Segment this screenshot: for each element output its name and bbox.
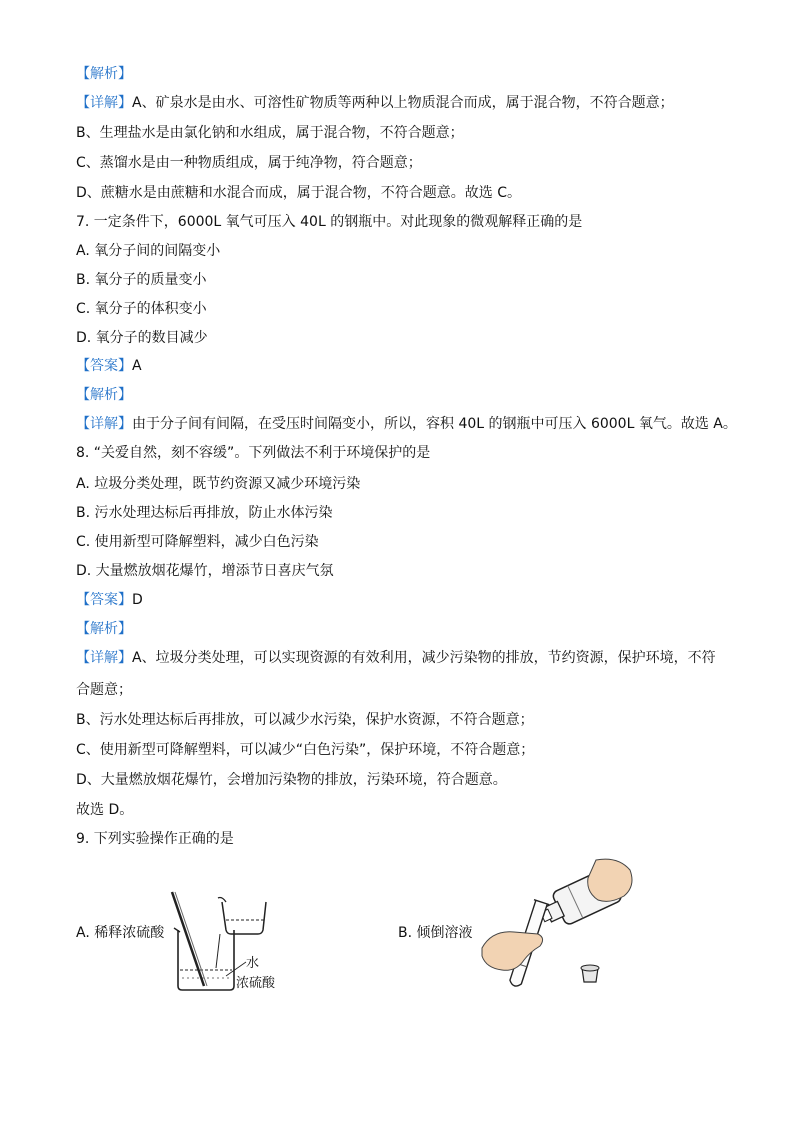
q8-answer-value: D xyxy=(132,592,143,608)
q8-detail-a1-text: A、垃圾分类处理，可以实现资源的有效利用，减少污染物的排放，节约资源，保护环境，不符 xyxy=(132,650,716,666)
q6-detail-a xyxy=(76,93,674,113)
q7-detail xyxy=(76,414,737,434)
q8-answer xyxy=(76,590,143,610)
q7-option-c: C. 氧分子的体积变小 xyxy=(76,301,207,317)
q7-answer-value: A xyxy=(132,358,142,374)
q7-answer-tag: 【答案】 xyxy=(76,358,132,374)
q8-detail-c: C、使用新型可降解塑料，可以减少“白色污染”，保护环境，不符合题意； xyxy=(76,742,535,758)
q8-option-d: D. 大量燃放烟花爆竹，增添节日喜庆气氛 xyxy=(76,563,334,579)
beaker-lip xyxy=(174,928,180,932)
q8-option-b: B. 污水处理达标后再排放，防止水体污染 xyxy=(76,505,333,521)
lower-hand xyxy=(482,932,543,970)
q7-detail-text: 由于分子间有间隔，在受压时间隔变小，所以，容积 40L 的钢瓶中可压入 6000L 氧气。故选 A。 xyxy=(132,416,737,432)
q8-detail-d: D、大量燃放烟花爆竹，会增加污染物的排放，污染环境，符合题意。 xyxy=(76,772,507,788)
q8-conclusion: 故选 D。 xyxy=(76,802,134,818)
glass-rod-edge xyxy=(175,892,207,986)
q8-option-a: A. 垃圾分类处理，既节约资源又减少环境污染 xyxy=(76,476,361,492)
q8-detail-a2: 合题意； xyxy=(76,682,132,698)
q6-analysis-tag: 【解析】 xyxy=(76,66,132,82)
fig-a-label-water: 水 xyxy=(246,956,260,971)
q9-option-b: B. 倾倒溶液 xyxy=(398,925,473,941)
q7-option-b: B. 氧分子的质量变小 xyxy=(76,272,207,288)
q6-detail-tag: 【详解】 xyxy=(76,95,132,111)
q7-detail-tag: 【详解】 xyxy=(76,416,132,432)
glass-rod xyxy=(172,892,204,986)
pour-stream xyxy=(216,934,220,968)
q9-stem: 9. 下列实验操作正确的是 xyxy=(76,831,234,847)
q8-stem: 8. “关爱自然，刻不容缓”。下列做法不利于环境保护的是 xyxy=(76,445,431,461)
q7-stem: 7. 一定条件下，6000L 氧气可压入 40L 的钢瓶中。对此现象的微观解释正确的是 xyxy=(76,214,583,230)
q8-detail-a1 xyxy=(76,648,716,668)
q8-detail-b: B、污水处理达标后再排放，可以减少水污染，保护水资源，不符合题意； xyxy=(76,712,534,728)
stopper-top xyxy=(581,965,599,971)
q7-analysis-tag: 【解析】 xyxy=(76,387,132,403)
beaker-outline xyxy=(178,930,234,990)
q6-detail-d: D、蔗糖水是由蔗糖和水混合而成，属于混合物，不符合题意。故选 C。 xyxy=(76,185,522,201)
upper-hand xyxy=(588,859,632,901)
q6-detail-b: B、生理盐水是由氯化钠和水组成，属于混合物，不符合题意； xyxy=(76,125,464,141)
q8-answer-tag: 【答案】 xyxy=(76,592,132,608)
q6-detail-c: C、蒸馏水是由一种物质组成，属于纯净物，符合题意； xyxy=(76,155,422,171)
q6-detail-a-text: A、矿泉水是由水、可溶性矿物质等两种以上物质混合而成，属于混合物，不符合题意； xyxy=(132,95,674,111)
q7-answer xyxy=(76,356,142,376)
cup-spout xyxy=(218,898,226,903)
q7-option-d: D. 氧分子的数目减少 xyxy=(76,330,208,346)
q7-option-a: A. 氧分子间的间隔变小 xyxy=(76,243,221,259)
q8-detail-tag: 【详解】 xyxy=(76,650,132,666)
fig-a-label-acid: 浓硫酸 xyxy=(236,976,276,991)
figure-pour-solution xyxy=(478,856,638,998)
pouring-cup xyxy=(222,902,266,934)
q8-analysis-tag: 【解析】 xyxy=(76,621,132,637)
q9-option-a: A. 稀释浓硫酸 xyxy=(76,925,165,941)
q8-option-c: C. 使用新型可降解塑料，减少白色污染 xyxy=(76,534,319,550)
